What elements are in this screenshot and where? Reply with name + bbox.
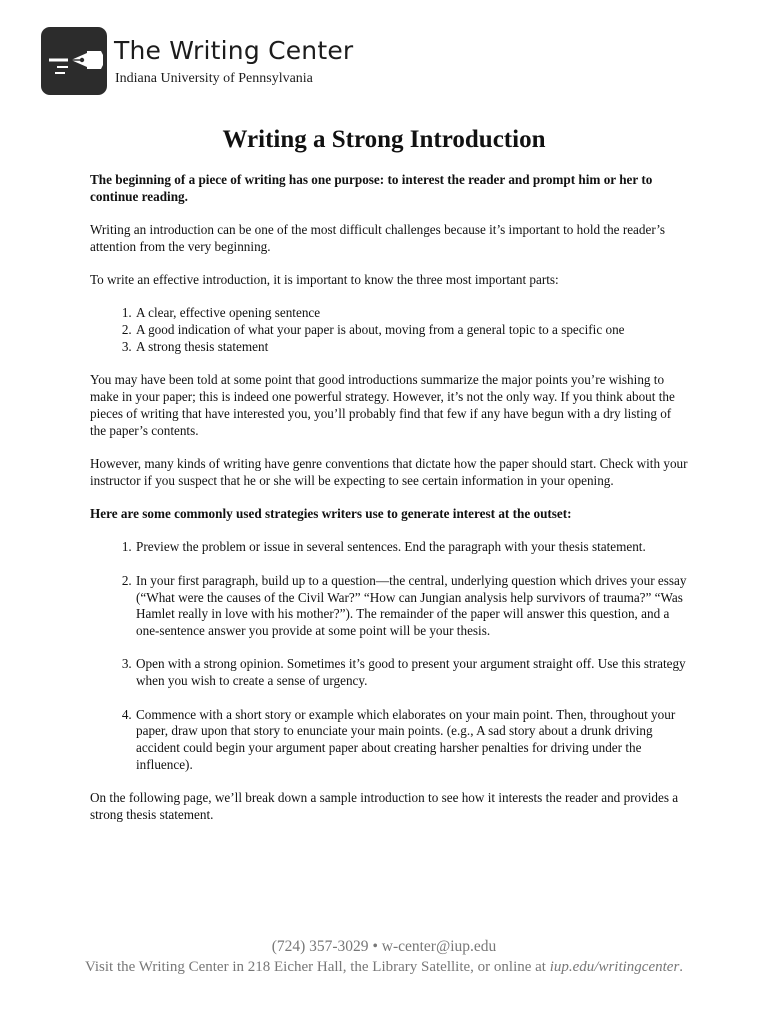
parts-list <box>90 305 688 355</box>
paragraph-4: However, many kinds of writing have genre conventions that dictate how the paper should start. Check with your instructor if you suspect that he or she will be expecting to see certain information in your opening. <box>90 456 688 488</box>
list-item: 1. Preview the problem or issue in several sentences. End the paragraph with your thesis statement. <box>135 539 688 556</box>
header <box>41 27 541 95</box>
list-item: 3. Open with a strong opinion. Sometimes it’s good to present your argument straight off. Use this strategy when you wish to create a sense of urgency. <box>135 656 688 690</box>
fountain-pen-nib-icon <box>41 27 107 95</box>
footer-end: . <box>679 959 684 975</box>
page-title: Writing a Strong Introduction <box>222 126 546 153</box>
footer-email[interactable]: w-center@iup.edu <box>381 938 497 955</box>
brand-name: The Writing Center <box>114 36 354 65</box>
footer <box>0 937 768 977</box>
list-item: 4. Commence with a short story or example which elaborates on your main point. Then, throughout your paper, draw upon that story to enunciate your main points. (e.g., A sad story about a drunk driving accident could begin your argument paper about creating harsher penalties for driving under the influence). <box>135 707 688 774</box>
strategies-list <box>90 539 688 773</box>
paragraph-1: Writing an introduction can be one of the most difficult challenges because it’s important to hold the reader’s attention from the very beginning. <box>90 222 666 254</box>
list-item: 1. A clear, effective opening sentence <box>135 305 688 322</box>
footer-url[interactable]: iup.edu/writingcenter <box>549 959 680 975</box>
footer-visit-text: Visit the Writing Center in 218 Eicher Hall, the Library Satellite, or online at <box>84 959 550 975</box>
list-item: 2. A good indication of what your paper is about, moving from a general topic to a specific one <box>135 322 688 339</box>
strategies-heading: Here are some commonly used strategies writers use to generate interest at the outset: <box>90 506 572 522</box>
lead-paragraph: The beginning of a piece of writing has one purpose: to interest the reader and prompt him or her to continue reading. <box>90 172 653 204</box>
document-body <box>90 172 688 840</box>
closing-paragraph: On the following page, we’ll break down a sample introduction to see how it interests the reader and provides a strong thesis statement. <box>90 790 679 823</box>
list-item: 3. A strong thesis statement <box>135 339 688 356</box>
footer-separator: • <box>372 938 378 955</box>
footer-contact <box>0 937 768 957</box>
logo <box>41 27 107 95</box>
brand-subtitle: Indiana University of Pennsylvania <box>115 71 313 86</box>
footer-visit <box>0 957 768 977</box>
footer-phone: (724) 357-3029 <box>271 938 369 955</box>
paragraph-3: You may have been told at some point that good introductions summarize the major points you’re wishing to make in your paper; this is indeed one powerful strategy. However, it’s not the only way. If you think about the pieces of writing that have interested you, you’ll probably find that few if any have begun with a dry listing of the paper’s contents. <box>90 372 675 438</box>
list-item: 2. In your first paragraph, build up to a question—the central, underlying question which drives your essay (“What were the causes of the Civil War?” “How can Jungian analysis help survivors of trauma?” “Was Hamlet really in love with his mother?”). The remainder of the paper will answer this question, and a one-sentence answer you provide at some point will be your thesis. <box>135 573 688 640</box>
paragraph-2: To write an effective introduction, it is important to know the three most important parts: <box>90 272 559 288</box>
